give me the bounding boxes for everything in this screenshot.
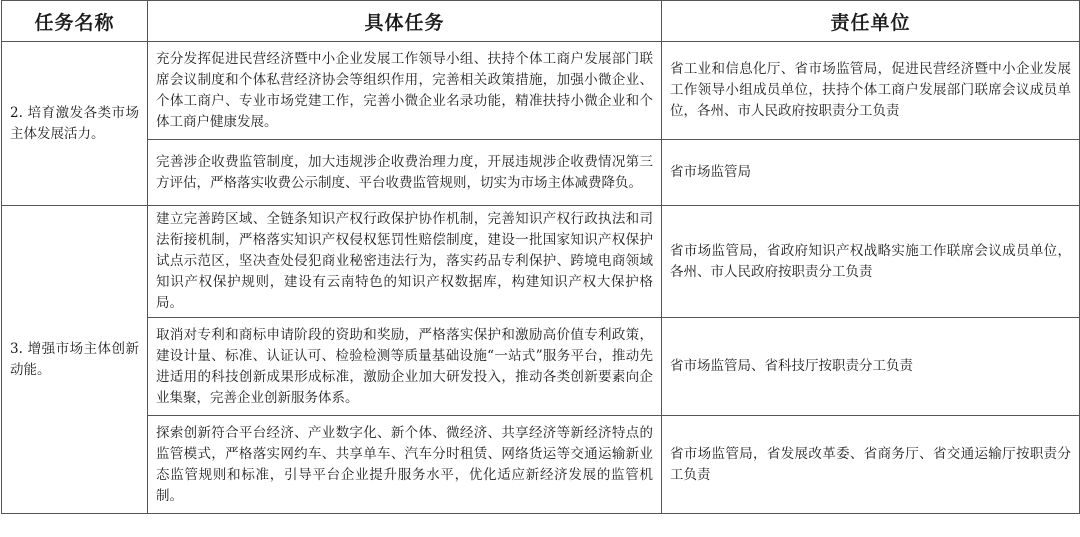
table-row: [2, 42, 1080, 140]
task-name-cell: 3. 增强市场主体创新动能。: [2, 206, 148, 514]
header-row: [2, 1, 1080, 42]
responsible-unit-cell: 省市场监管局，省政府知识产权战略实施工作联席会议成员单位，各州、市人民政府按职责分工负责: [662, 206, 1080, 318]
table-row: [2, 206, 1080, 318]
specific-task-cell: 充分发挥促进民营经济暨中小企业发展工作领导小组、扶持个体工商户发展部门联席会议制度和个体私营经济协会等组织作用，完善相关政策措施，加强小微企业、个体工商户、专业市场党建工作，完善小微企业名录功能，精准扶持小微企业和个体工商户健康发展。: [148, 42, 662, 140]
header-task-name: 任务名称: [2, 1, 148, 42]
header-specific-task: 具体任务: [148, 1, 662, 42]
specific-task-cell: 建立完善跨区域、全链条知识产权行政保护协作机制，完善知识产权行政执法和司法衔接机制，严格落实知识产权侵权惩罚性赔偿制度，建设一批国家知识产权保护试点示范区，坚决查处侵犯商业秘密违法行为，落实药品专利保护、跨境电商领域知识产权保护规则，建设有云南特色的知识产权数据库，构建知识产权大保护格局。: [148, 206, 662, 318]
table-row: [2, 140, 1080, 206]
table-row: [2, 416, 1080, 514]
table-row: [2, 318, 1080, 416]
responsible-unit-cell: 省市场监管局: [662, 140, 1080, 206]
header-responsible-unit: 责任单位: [662, 1, 1080, 42]
task-table: [1, 0, 1080, 514]
task-name-cell: 2. 培育激发各类市场主体发展活力。: [2, 42, 148, 206]
responsible-unit-cell: 省工业和信息化厅、省市场监管局，促进民营经济暨中小企业发展工作领导小组成员单位，扶持个体工商户发展部门联席会议成员单位，各州、市人民政府按职责分工负责: [662, 42, 1080, 140]
specific-task-cell: 取消对专利和商标申请阶段的资助和奖励，严格落实保护和激励高价值专利政策，建设计量、标准、认证认可、检验检测等质量基础设施“一站式”服务平台，推动先进适用的科技创新成果形成标准，激励企业加大研发投入，推动各类创新要素向企业集聚，完善企业创新服务体系。: [148, 318, 662, 416]
responsible-unit-cell: 省市场监管局，省发展改革委、省商务厅、省交通运输厅按职责分工负责: [662, 416, 1080, 514]
specific-task-cell: 探索创新符合平台经济、产业数字化、新个体、微经济、共享经济等新经济特点的监管模式，严格落实网约车、共享单车、汽车分时租赁、网络货运等交通运输新业态监管规则和标准，引导平台企业提升服务水平，优化适应新经济发展的监管机制。: [148, 416, 662, 514]
specific-task-cell: 完善涉企收费监管制度，加大违规涉企收费治理力度，开展违规涉企收费情况第三方评估，严格落实收费公示制度、平台收费监管规则，切实为市场主体减费降负。: [148, 140, 662, 206]
responsible-unit-cell: 省市场监管局、省科技厅按职责分工负责: [662, 318, 1080, 416]
